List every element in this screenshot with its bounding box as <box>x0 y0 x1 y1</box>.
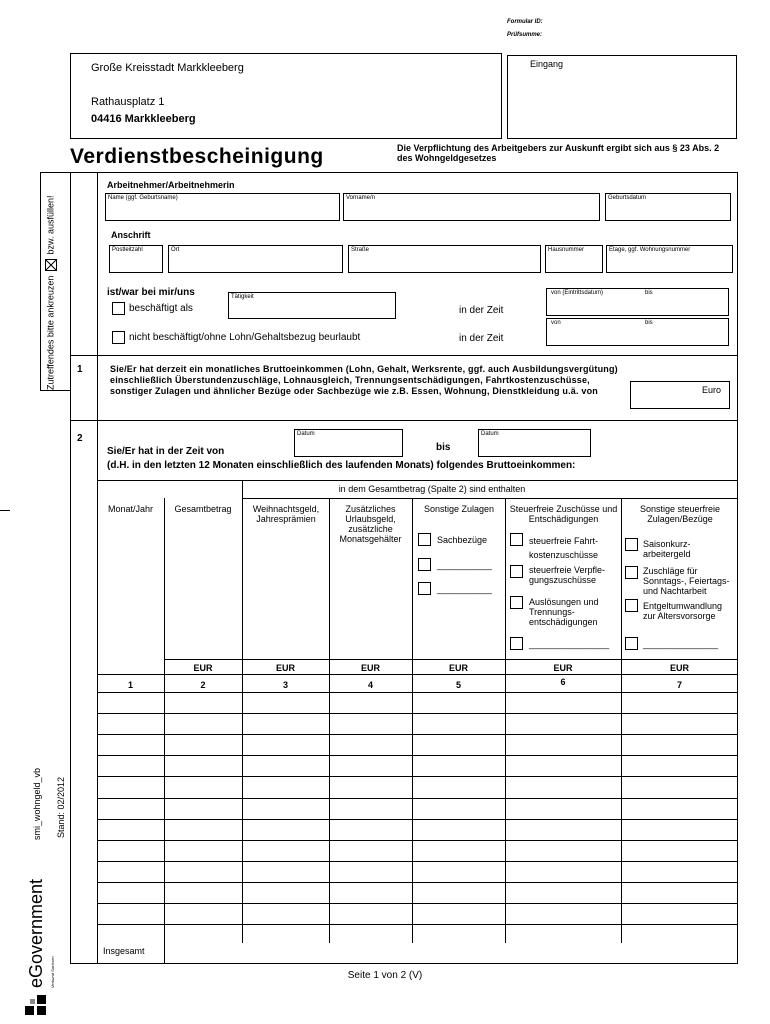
beschaeftigt-label: beschäftigt als <box>129 303 193 314</box>
eur-row-line <box>164 659 738 660</box>
section2-bis: bis <box>436 442 451 453</box>
col-line-6 <box>505 498 506 943</box>
colnum-2: 2 <box>200 680 206 690</box>
saisonkurzarbeit-checkbox[interactable] <box>625 538 638 551</box>
in-der-zeit-label-2: in der Zeit <box>459 333 504 344</box>
eintritt-zeitraum-field[interactable] <box>546 288 729 316</box>
taetigkeit-label: Tätigkeit <box>231 294 254 300</box>
number-column-border <box>97 172 98 964</box>
employee-heading: Arbeitnehmer/Arbeitnehmerin <box>107 180 235 190</box>
table-row-line <box>97 776 738 777</box>
vorname-label: Vorname/n <box>346 195 376 201</box>
col7-other-checkbox[interactable] <box>625 637 638 650</box>
taetigkeit-field[interactable] <box>228 292 396 319</box>
nicht-beschaeftigt-checkbox[interactable] <box>112 331 125 344</box>
datum-von-field[interactable] <box>294 429 403 457</box>
entgeltumwandlung-checkbox[interactable] <box>625 599 638 612</box>
etage-label: Etage, ggf. Wohnungsnummer <box>609 247 691 253</box>
stand-label: Stand: 02/2012 <box>56 776 66 838</box>
col-line-3 <box>242 480 243 943</box>
instruction-b: bzw. ausfüllen! <box>45 195 56 255</box>
col-header-4: Zusätzliches Urlaubsgeld, zusätzliche Monatsgehälter <box>339 504 402 544</box>
col7-item-2: Zuschläge für Sonntags-, Feiertags- und Nachtarbeit <box>643 566 730 596</box>
section1-number: 1 <box>77 364 83 375</box>
colnum-7: 7 <box>676 680 682 690</box>
col5-item-1: Sachbezüge <box>437 535 488 545</box>
formular-id-label: Formular ID: <box>507 19 543 25</box>
eingang-box <box>507 55 737 139</box>
eur-6: EUR <box>553 663 573 673</box>
eingang-label: Eingang <box>530 59 564 69</box>
egov-logo-icon <box>25 995 47 1022</box>
section1-divider <box>70 355 738 356</box>
address-line2: Rathausplatz 1 <box>91 96 165 108</box>
ort-label: Ort <box>171 247 180 253</box>
euro-field[interactable] <box>630 381 730 409</box>
table-row-line <box>97 819 738 820</box>
col5-item-3: ___________ <box>437 584 493 594</box>
table-group-line <box>242 498 738 499</box>
form-code: smi_wohngeld_vb <box>32 767 42 840</box>
address-box <box>70 53 502 139</box>
datum-bis-field[interactable] <box>478 429 591 457</box>
col-line-7 <box>621 498 622 943</box>
col-line-4 <box>329 498 330 943</box>
page-title: Verdienstbescheinigung <box>70 145 324 168</box>
page-number: Seite 1 von 2 (V) <box>347 970 423 981</box>
ort-field[interactable] <box>168 245 343 273</box>
name-label: Name (ggf. Geburtsname) <box>108 195 178 201</box>
col-header-7: Sonstige steuerfreie Zulagen/Bezüge <box>639 504 721 524</box>
eur-5: EUR <box>448 663 468 673</box>
col7-item-1: Saisonkurz-arbeitergeld <box>643 539 691 559</box>
sachbezuege-checkbox[interactable] <box>418 533 431 546</box>
sidebar-left-border <box>40 172 41 390</box>
col6-item-2: steuerfreie Verpfle-gungszuschüsse <box>529 565 606 585</box>
col6-other-checkbox[interactable] <box>510 637 523 650</box>
colnum-3: 3 <box>282 680 288 690</box>
table-group-header: in dem Gesamtbetrag (Spalte 2) sind enthalten <box>338 484 526 494</box>
table-row-line <box>97 734 738 735</box>
etage-field[interactable] <box>606 245 733 273</box>
col-header-2: Gesamtbetrag <box>174 504 232 514</box>
eur-3: EUR <box>275 663 295 673</box>
col-header-6: Steuerfreie Zuschüsse und Entschädigungen <box>509 504 618 524</box>
table-row-line <box>97 798 738 799</box>
von-label: von <box>551 320 561 326</box>
table-row-line <box>97 903 738 904</box>
sidebar-bottom-border <box>40 390 70 391</box>
col-line-5 <box>412 498 413 943</box>
address-line1: Große Kreisstadt Markkleeberg <box>91 62 244 74</box>
col6-item-4: ________________ <box>529 639 610 649</box>
datum-label-2: Datum <box>481 431 499 437</box>
colnum-4: 4 <box>367 680 373 690</box>
eur-2: EUR <box>193 663 213 673</box>
eur-7: EUR <box>669 663 689 673</box>
section2-text-a: Sie/Er hat in der Zeit von <box>107 446 225 457</box>
colnum-1: 1 <box>127 680 133 690</box>
geburtsdatum-label: Geburtsdatum <box>608 195 647 201</box>
col5-other-checkbox-1[interactable] <box>418 558 431 571</box>
col-line-2 <box>164 498 165 963</box>
brand-sub: Verbund Sachsen <box>50 956 55 988</box>
strasse-field[interactable] <box>348 245 541 273</box>
section2-text-b: (d.H. in den letzten 12 Monaten einschließlich des laufenden Monats) folgendes Bruttoeinkommen: <box>107 460 576 471</box>
colnum-6: 6 <box>560 677 566 687</box>
fahrtkosten-checkbox[interactable] <box>510 533 523 546</box>
section2-divider <box>70 420 738 421</box>
hausnummer-label: Hausnummer <box>548 247 585 253</box>
brand-logo-text: eGovernment <box>26 878 46 988</box>
verpflegung-checkbox[interactable] <box>510 565 523 578</box>
table-row-line <box>97 882 738 883</box>
col-header-1: Monat/Jahr <box>107 504 154 514</box>
table-row-line <box>97 840 738 841</box>
geburtsdatum-field[interactable] <box>605 193 731 221</box>
strasse-label: Straße <box>351 247 370 253</box>
table-top-line <box>97 480 738 481</box>
page-subtitle: Die Verpflichtung des Arbeitgebers zur Auskunft ergibt sich aus § 23 Abs. 2 des Wohngeldgesetzes <box>397 143 720 163</box>
employment-heading: ist/war bei mir/uns <box>107 287 195 298</box>
euro-label: Euro <box>701 385 721 395</box>
address-line3: 04416 Markkleeberg <box>91 113 196 125</box>
datum-label-1: Datum <box>297 431 315 437</box>
table-row-line <box>97 755 738 756</box>
plz-field[interactable] <box>109 245 163 273</box>
eur-4: EUR <box>360 663 380 673</box>
section2-number: 2 <box>77 433 83 444</box>
total-label: Insgesamt <box>103 946 145 956</box>
table-row-line <box>97 713 738 714</box>
zuschlaege-checkbox[interactable] <box>625 566 638 579</box>
table-row-line <box>97 861 738 862</box>
pruefsumme-label: Prüfsumme: <box>507 32 543 38</box>
col7-item-3: Entgeltumwandlung zur Altersvorsorge <box>643 601 723 621</box>
beurlaubt-zeitraum-field[interactable] <box>546 318 729 346</box>
sidebar-top-border <box>40 172 70 173</box>
name-field[interactable] <box>105 193 340 221</box>
nicht-beschaeftigt-label: nicht beschäftigt/ohne Lohn/Gehaltsbezug beurlaubt <box>129 332 361 343</box>
beschaeftigt-checkbox[interactable] <box>112 302 125 315</box>
fold-mark <box>0 510 10 511</box>
col-header-5: Sonstige Zulagen <box>423 504 495 514</box>
x-checkbox-icon <box>45 259 57 271</box>
plz-label: Postleitzahl <box>112 247 143 253</box>
section1-text: Sie/Er hat derzeit ein monatliches Bruttoeinkommen (Lohn, Gehalt, Werksrente, ggf. auch Ausbildungsvergütung) einschließlich Überstundenzuschläge, Lohnausgleich, Trennungsentschädigungen, Fahrtkostenzuschüsse, sonstiger Zulagen und ähnlicher Bezüge oder Sachbezüge wie z.B. Essen, Wohnung, Dienstkleidung u.ä. von <box>110 364 618 396</box>
table-row-line <box>97 692 738 693</box>
sidebar-instruction <box>45 196 57 391</box>
col-header-3: Weihnachtsgeld, Jahresprämien <box>252 504 320 524</box>
col5-item-2: ___________ <box>437 560 493 570</box>
number-row-top <box>97 674 738 675</box>
in-der-zeit-label-1: in der Zeit <box>459 305 504 316</box>
hausnummer-field[interactable] <box>545 245 603 273</box>
col6-item-3: Auslösungen und Trennungs-entschädigungen <box>529 597 599 627</box>
vorname-field[interactable] <box>343 193 600 221</box>
instruction-a: Zutreffendes bitte ankreuzen <box>45 275 56 390</box>
col5-other-checkbox-2[interactable] <box>418 582 431 595</box>
ausloesungen-checkbox[interactable] <box>510 596 523 609</box>
table-row-line <box>97 924 738 925</box>
anschrift-heading: Anschrift <box>111 230 151 240</box>
colnum-5: 5 <box>455 680 461 690</box>
von-eintritt-label: von (Eintrittsdatum) <box>551 290 604 296</box>
col6-item-1: steuerfreie Fahrt-kostenzuschüsse <box>529 536 599 560</box>
bis-label-2: bis <box>645 320 653 326</box>
col7-item-4: _______________ <box>643 639 719 649</box>
bis-label-1: bis <box>645 290 653 296</box>
